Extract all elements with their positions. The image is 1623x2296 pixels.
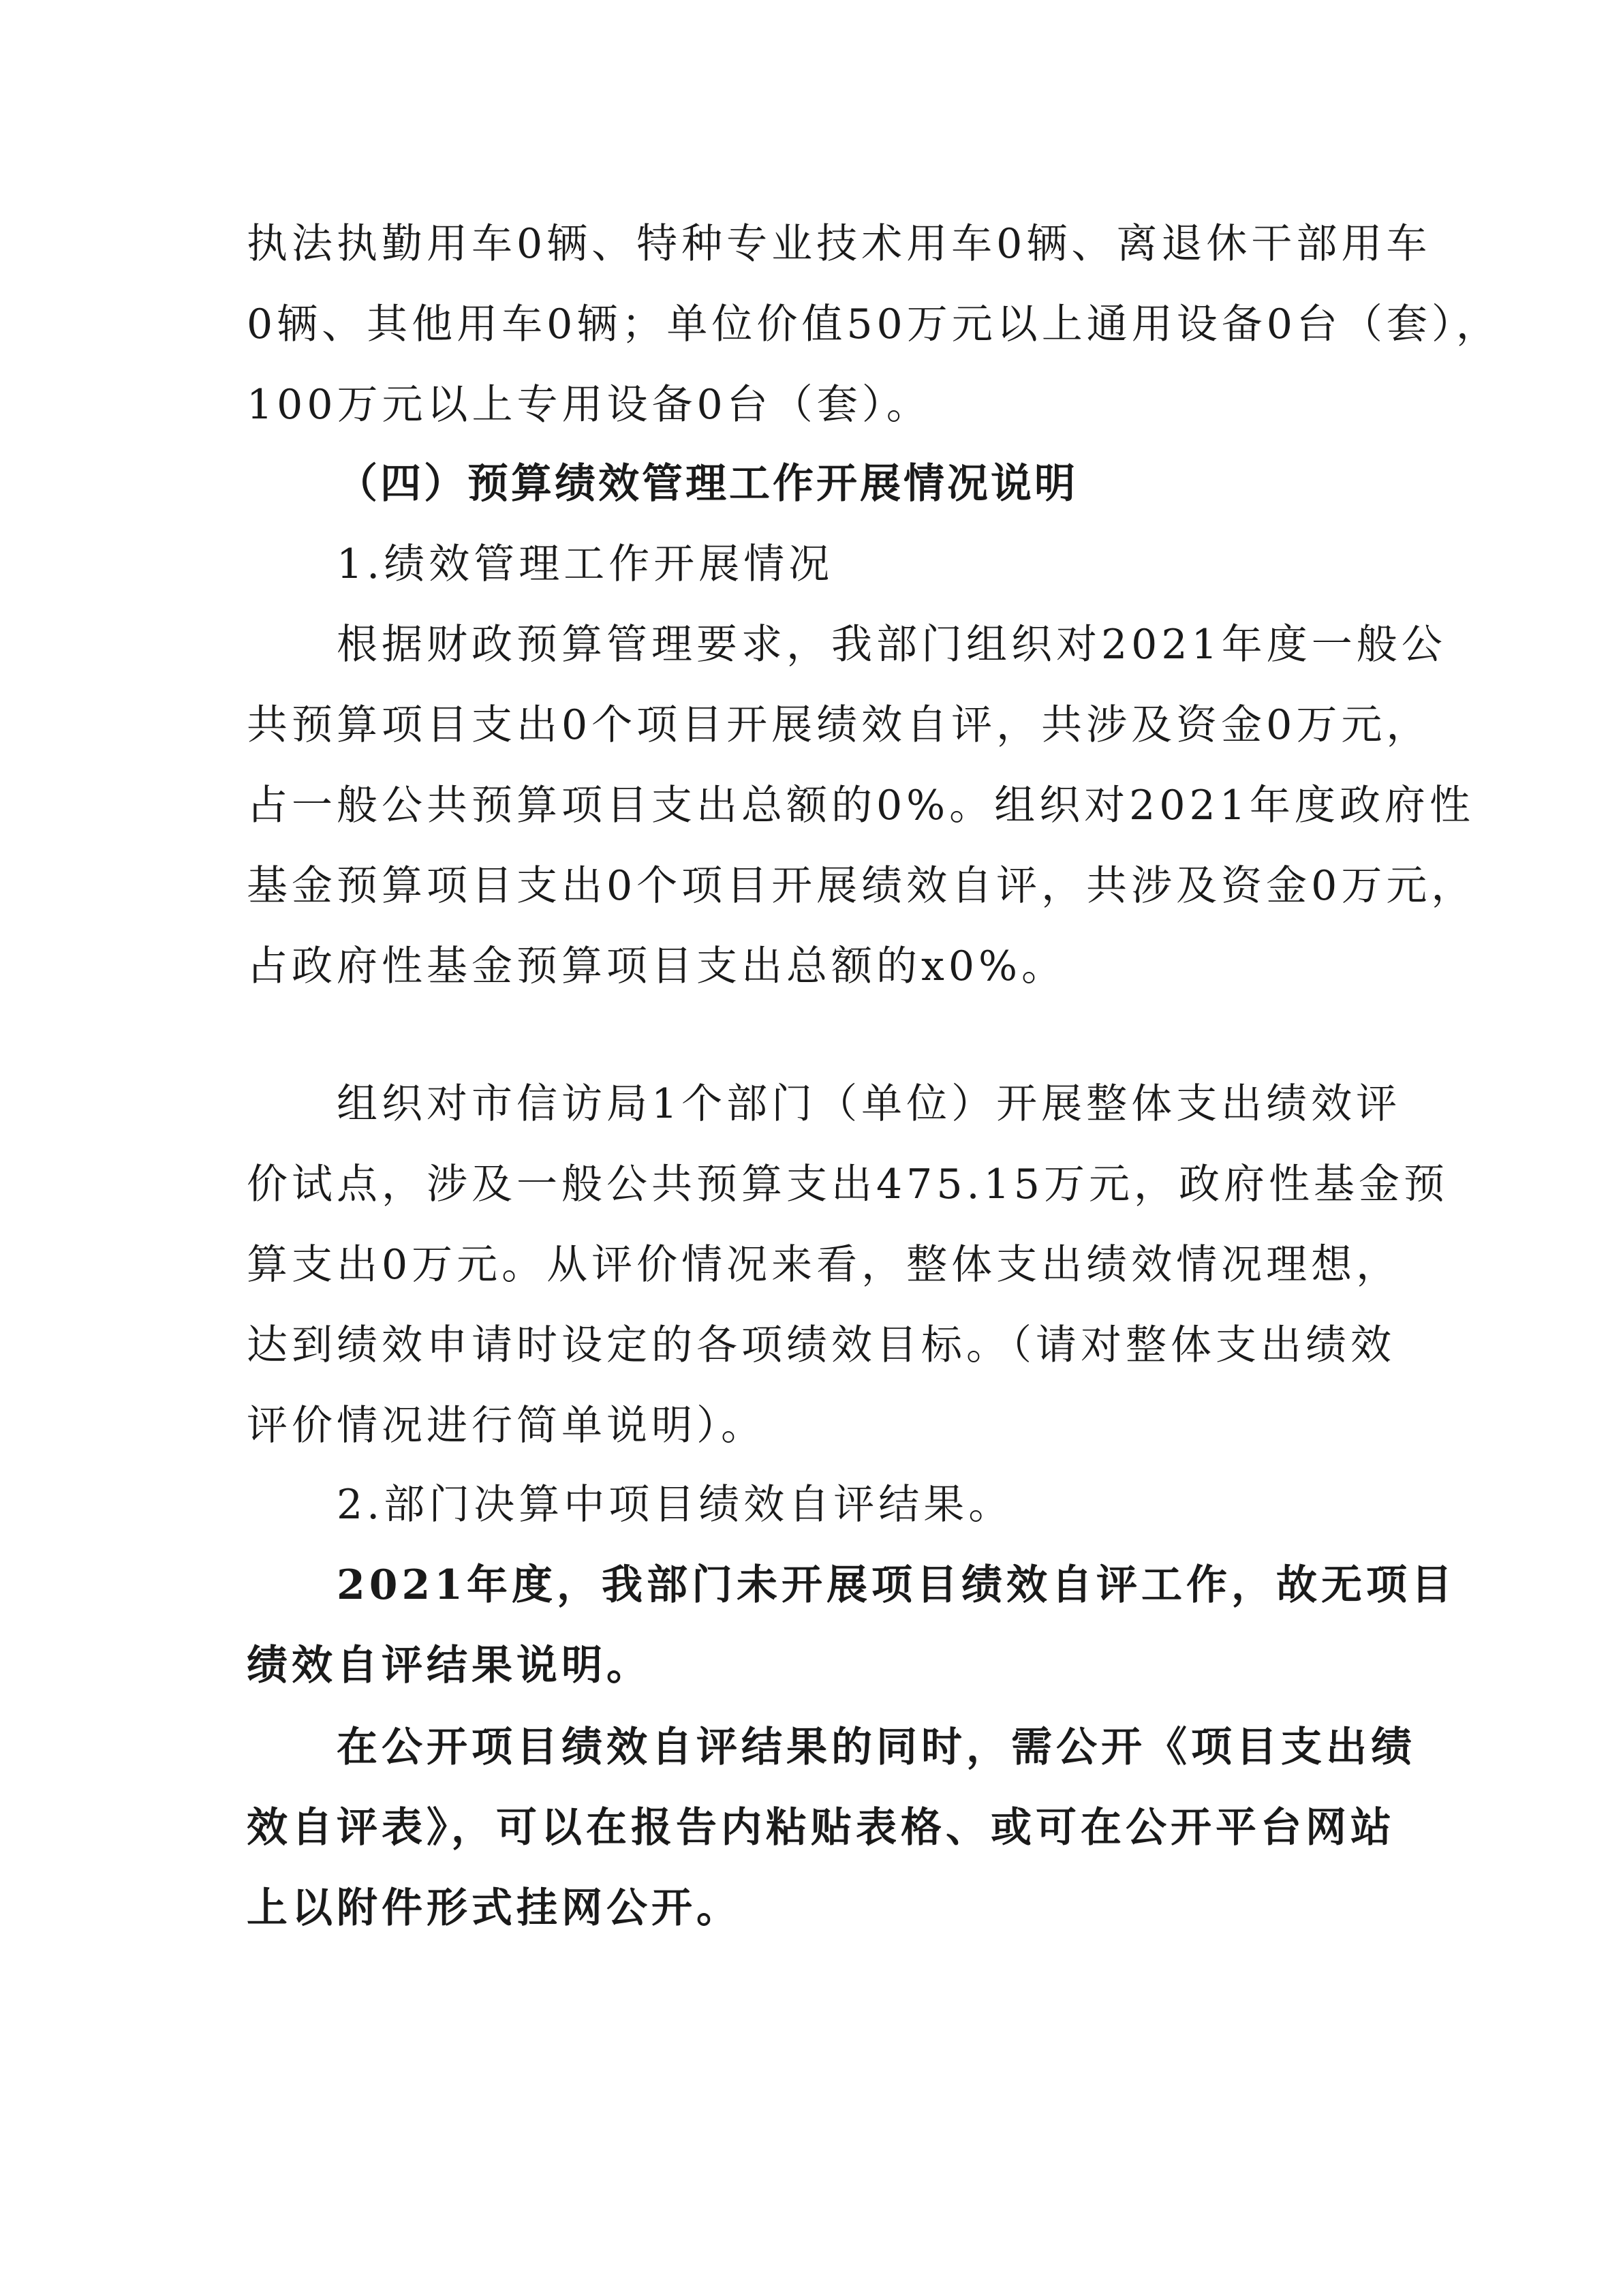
text-line: 基金预算项目支出0个项目开展绩效自评，共涉及资金0万元，	[247, 862, 1477, 910]
subsection-heading: 2.部门决算中项目绩效自评结果。	[337, 1481, 1014, 1529]
text-line: 2021年度，我部门未开展项目绩效自评工作，故无项目	[337, 1561, 1456, 1609]
text-line: 在公开项目绩效自评结果的同时，需公开《项目支出绩	[337, 1724, 1416, 1771]
text-line: 价试点，涉及一般公共预算支出475.15万元，政府性基金预	[247, 1161, 1449, 1208]
text-line: 绩效自评结果说明。	[247, 1642, 651, 1689]
text-line: 执法执勤用车0辆、特种专业技术用车0辆、离退休干部用车	[247, 220, 1432, 268]
text-line: 共预算项目支出0个项目开展绩效自评，共涉及资金0万元，	[247, 701, 1432, 749]
text-line: 评价情况进行简单说明）。	[247, 1402, 766, 1450]
text-line: 100万元以上专用设备0台（套）。	[247, 381, 931, 429]
subsection-heading: 1.绩效管理工作开展情况	[337, 540, 834, 588]
text-line: 上以附件形式挂网公开。	[247, 1884, 741, 1932]
text-line: 效自评表》，可以在报告内粘贴表格、或可在公开平台网站	[247, 1804, 1395, 1852]
text-line: 组织对市信访局1个部门（单位）开展整体支出绩效评	[337, 1080, 1402, 1128]
text-line: 算支出0万元。从评价情况来看，整体支出绩效情况理想，	[247, 1241, 1402, 1289]
text-line: 根据财政预算管理要求，我部门组织对2021年度一般公	[337, 621, 1447, 669]
text-line: 达到绩效申请时设定的各项绩效目标。（请对整体支出绩效	[247, 1321, 1395, 1369]
section-heading: （四）预算绩效管理工作开展情况说明	[337, 460, 1078, 508]
text-line: 占一般公共预算项目支出总额的0%。组织对2021年度政府性	[247, 782, 1474, 829]
text-line: 占政府性基金预算项目支出总额的x0%。	[247, 943, 1067, 990]
text-line: 0辆、其他用车0辆；单位价值50万元以上通用设备0台（套），	[247, 301, 1501, 348]
